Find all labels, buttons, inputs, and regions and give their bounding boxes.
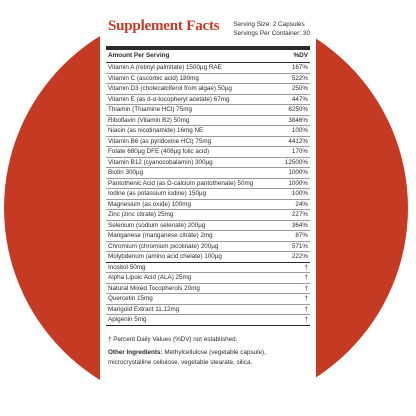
nutrient-dv: 6250% (288, 106, 308, 113)
supplement-facts-panel (100, 2, 316, 414)
nutrient-name: Niacin (as nicotinamide) 16mg NE (108, 127, 204, 134)
nutrient-name: Selenium (sodium selenate) 200µg (108, 221, 206, 229)
nutrient-dv: 522% (291, 74, 308, 82)
nutrient-name: Zinc (zinc citrate) 25mg (108, 211, 174, 218)
nutrient-row (106, 137, 310, 148)
ingredient-name: Marigold Extract 11.12mg (108, 305, 180, 313)
other-ingredient-row (106, 305, 310, 316)
nutrient-dv: 1000% (288, 169, 308, 176)
nutrient-dv: 100% (291, 190, 308, 197)
other-ingredients-label: Other Ingredients: (108, 349, 163, 356)
other-ingredient-row (106, 294, 310, 305)
dagger-mark: † (304, 305, 308, 313)
nutrient-dv: 571% (291, 242, 308, 250)
nutrient-row (106, 200, 310, 211)
nutrient-dv: 100% (291, 127, 308, 134)
nutrient-dv: 227% (291, 211, 308, 218)
nutrient-dv: 170% (291, 148, 308, 155)
nutrient-name: Riboflavin (Vitamin B2) 50mg (108, 116, 190, 124)
nutrient-name: Molybdenum (amino acid chelate) 100µg (108, 253, 222, 260)
nutrient-name: Vitamin A (retinyl palmitate) 1500µg RAE (108, 64, 222, 71)
dv-header: %DV (293, 52, 308, 59)
ingredient-name: Apigenin 5mg (108, 316, 147, 323)
nutrient-dv: 12500% (284, 158, 308, 166)
nutrient-row (106, 252, 310, 263)
nutrient-row (106, 158, 310, 169)
nutrient-name: Thiamin (Thiamine HCl) 75mg (108, 106, 192, 113)
nutrient-dv: 4412% (288, 137, 308, 145)
nutrient-row (106, 126, 310, 137)
nutrient-dv: 364% (291, 221, 308, 229)
nutrient-dv: 3846% (288, 116, 308, 124)
nutrient-dv: 222% (291, 253, 308, 260)
panel-header (106, 10, 310, 50)
nutrient-row (106, 116, 310, 127)
other-ingredients-text: Methylcellulose (vegetable capsule), microcrystalline cellulose, vegetable stearate, silica. (108, 349, 266, 366)
dagger-mark: † (304, 284, 308, 292)
nutrient-row (106, 221, 310, 232)
other-ingredient-row (106, 273, 310, 284)
nutrient-row (106, 231, 310, 242)
nutrient-name: Pantothenic Acid (as D-calcium pantothenate) 50mg (108, 179, 254, 187)
nutrient-row (106, 84, 310, 95)
nutrient-dv: 87% (295, 232, 308, 239)
other-ingredient-row (106, 284, 310, 295)
other-ingredients (108, 348, 308, 367)
amount-per-serving-header: Amount Per Serving (108, 52, 170, 59)
nutrient-name: Chromium (chromium picolinate) 200µg (108, 242, 219, 250)
nutrient-row (106, 168, 310, 179)
ingredient-name: Quercetin 15mg (108, 295, 153, 302)
ingredient-name: Natural Mixed Tocopherols 20mg (108, 284, 200, 292)
nutrient-name: Magnesium (as oxide) 100mg (108, 200, 191, 208)
nutrient-name: Vitamin B12 (cyanocobalamin) 300µg (108, 158, 213, 166)
dagger-mark: † (304, 316, 308, 323)
nutrient-name: Iodine (as potassium iodine) 150µg (108, 190, 207, 197)
dagger-mark: † (304, 295, 308, 302)
dv-footnote: † Percent Daily Values (%DV) not established. (108, 335, 238, 343)
dagger-mark: † (304, 274, 308, 281)
nutrient-row (106, 95, 310, 106)
other-ingredient-row (106, 263, 310, 274)
nutrient-name: Manganese (manganese citrate) 2mg (108, 232, 213, 239)
nutrient-row (106, 210, 310, 221)
serving-info (233, 20, 310, 38)
nutrient-row (106, 189, 310, 200)
nutrient-table (106, 63, 310, 326)
nutrient-dv: 1000% (288, 179, 308, 187)
nutrient-name: Vitamin B6 (as pyridoxine HCl) 75mg (108, 137, 212, 145)
nutrient-dv: 250% (291, 85, 308, 92)
servings-per-container: Servings Per Container: 30 (233, 30, 310, 37)
nutrient-row (106, 147, 310, 158)
nutrient-name: Vitamin C (ascorbic acid) 180mg (108, 74, 199, 82)
other-ingredient-row (106, 315, 310, 326)
dagger-mark: † (304, 263, 308, 271)
nutrient-row (106, 74, 310, 85)
nutrient-row (106, 179, 310, 190)
nutrient-row (106, 105, 310, 116)
nutrient-name: Biotin 300µg (108, 169, 144, 176)
nutrient-dv: 167% (291, 64, 308, 71)
nutrient-dv: 24% (295, 200, 308, 208)
nutrient-dv: 447% (291, 95, 308, 103)
nutrient-row (106, 242, 310, 253)
nutrient-name: Folate 680µg DFE (408µg folic acid) (108, 148, 210, 155)
ingredient-name: Inositol 50mg (108, 263, 146, 271)
nutrient-name: Vitamin D3 (cholecalciferol from algae) 50µg (108, 85, 232, 92)
nutrient-row (106, 63, 310, 74)
ingredient-name: Alpha Lipoic Acid (ALA) 25mg (108, 274, 192, 281)
panel-footer (106, 335, 310, 368)
panel-title: Supplement Facts (108, 18, 220, 34)
column-header-row (106, 50, 310, 63)
serving-size: Serving Size: 2 Capsules (233, 21, 305, 28)
nutrient-name: Vitamin E (as d-α-tocopheryl acetate) 67mg (108, 95, 230, 103)
